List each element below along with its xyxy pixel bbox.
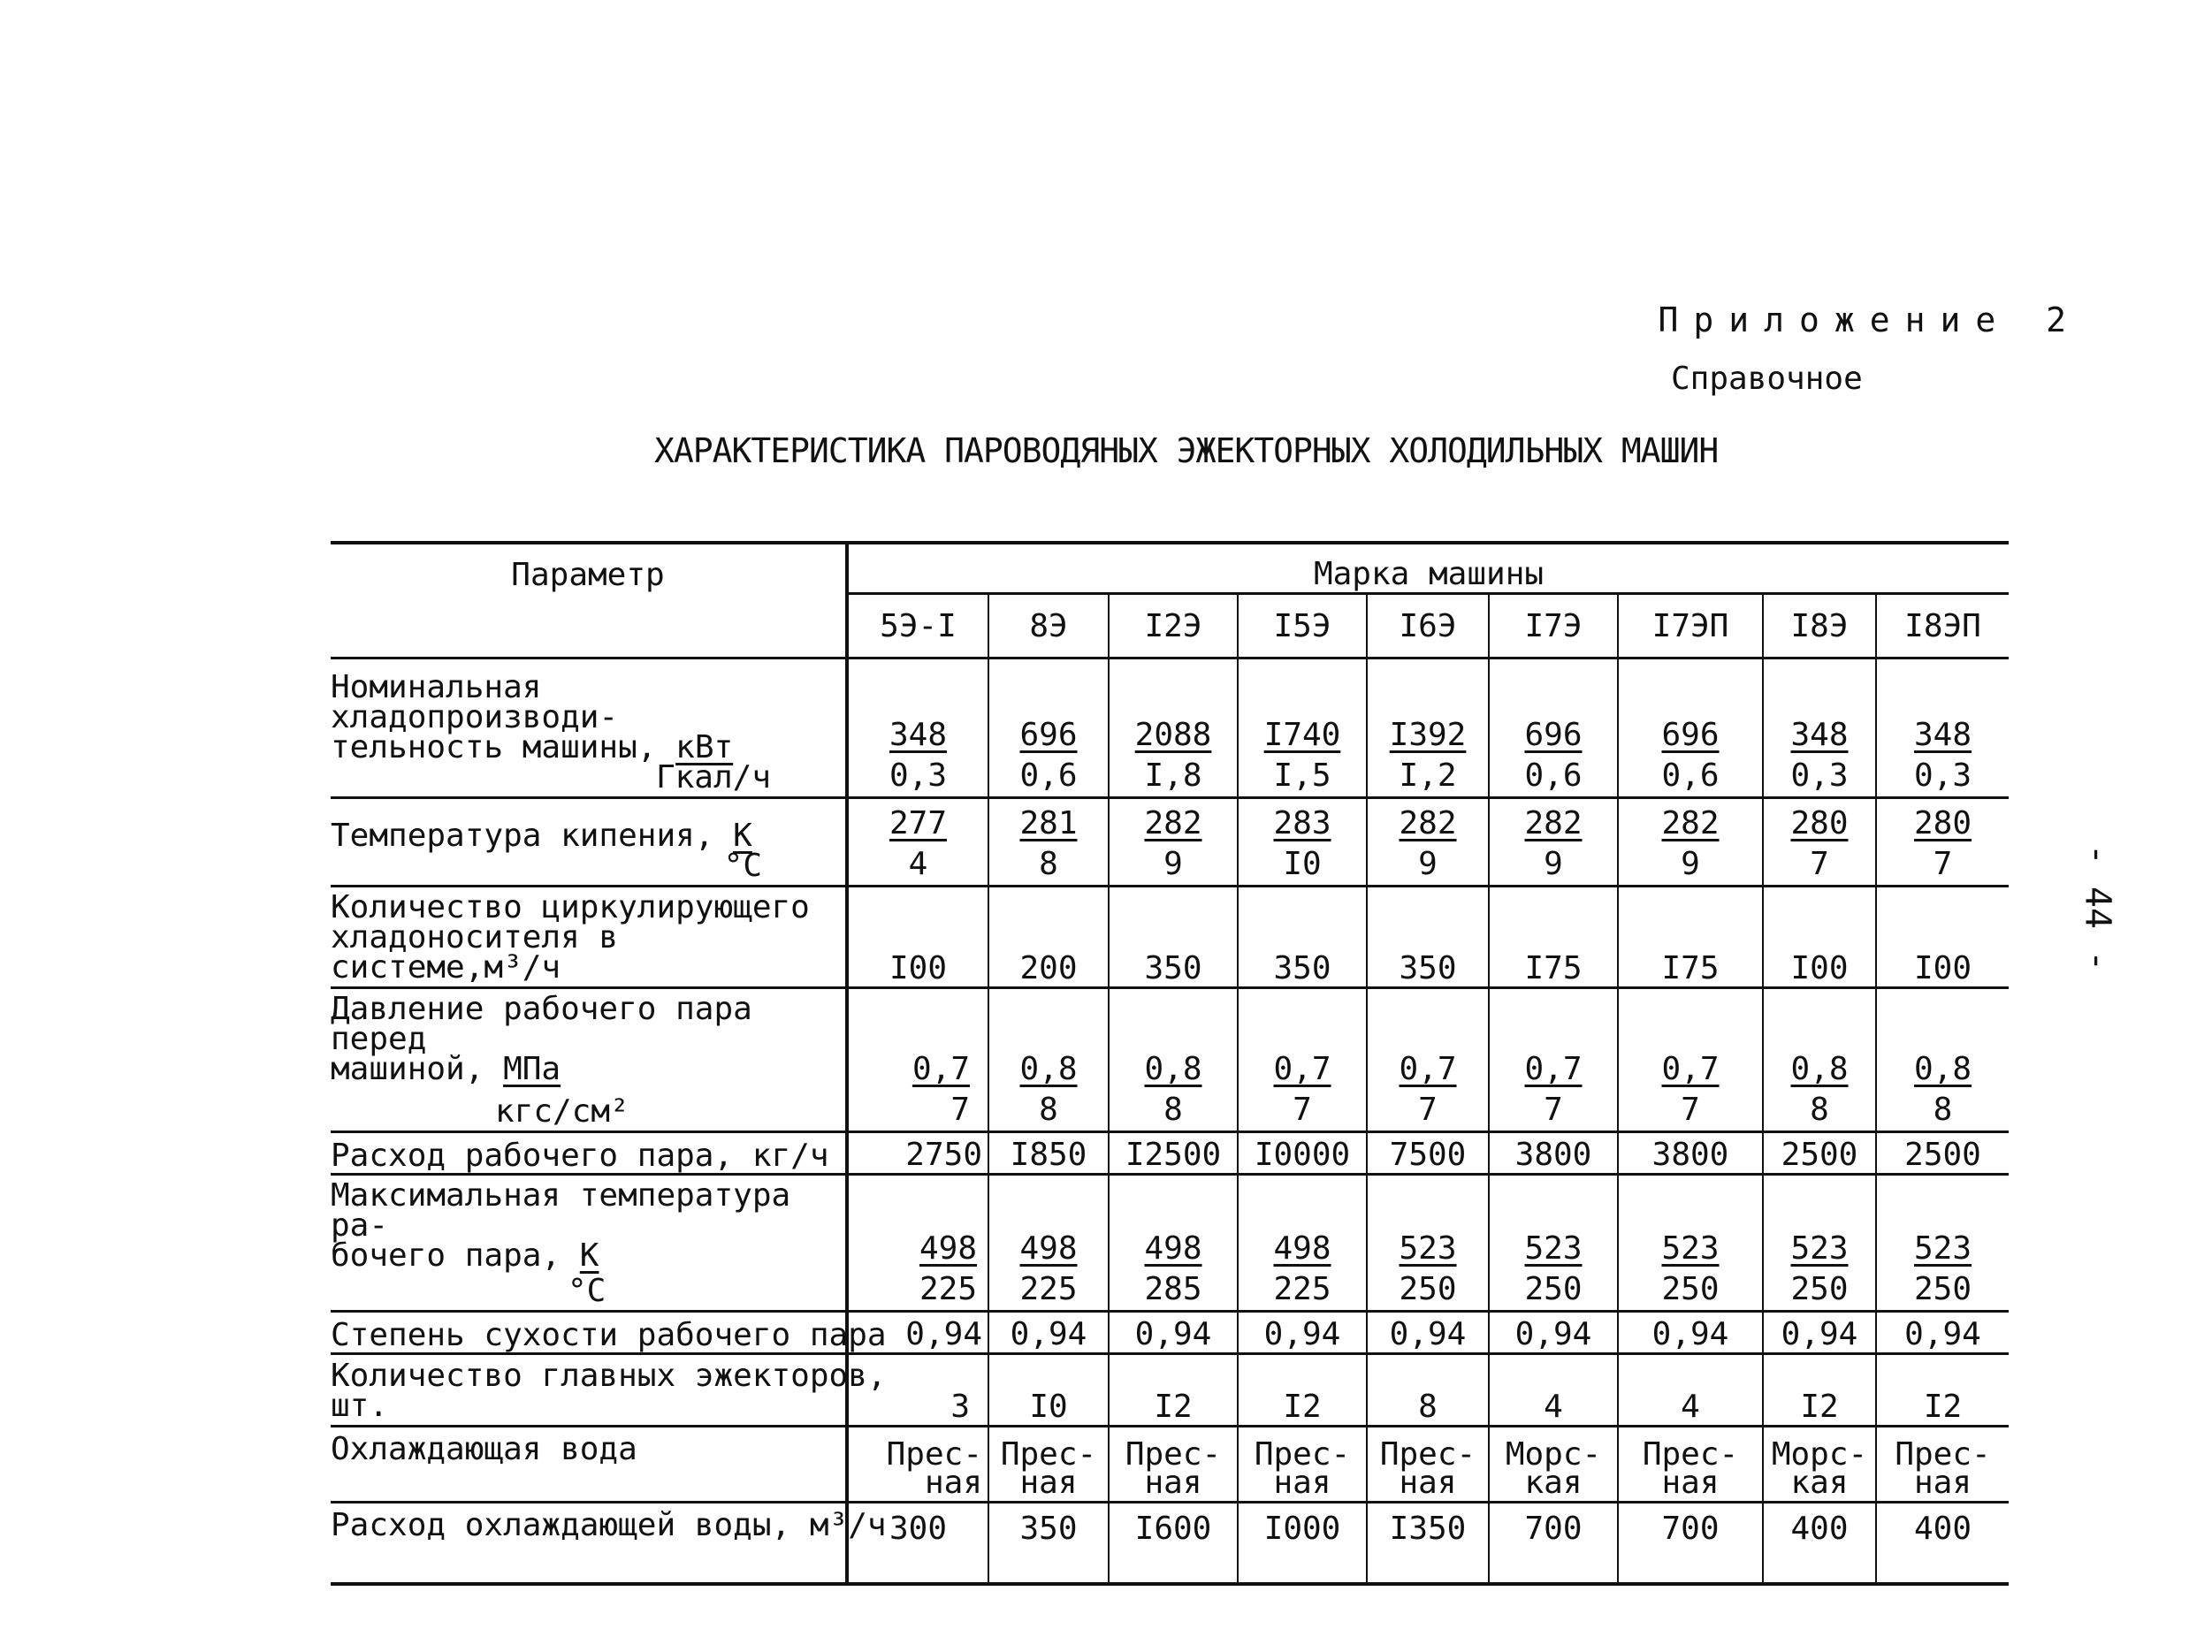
- table-cell: I00: [847, 887, 988, 988]
- table-cell: $\frac{280}{7}$: [1876, 798, 2009, 887]
- col-header: I7Э: [1489, 594, 1618, 659]
- table-cell: $\frac{498}{285}$: [1109, 1175, 1238, 1312]
- col-header: 5Э-I: [847, 594, 988, 659]
- table-cell: Прес- ная: [1876, 1427, 2009, 1503]
- table-cell: 2500: [1763, 1132, 1876, 1175]
- table-cell: 3800: [1489, 1132, 1618, 1175]
- table-row: [331, 1427, 2009, 1503]
- row-label: [331, 887, 847, 988]
- unit-denominator: °С: [568, 1273, 606, 1309]
- unit-numerator: МПа: [503, 1051, 561, 1087]
- table-cell: 0,94: [1763, 1312, 1876, 1354]
- table-cell: 700: [1489, 1503, 1618, 1584]
- table-cell: 350: [1109, 887, 1238, 988]
- table-cell: I600: [1109, 1503, 1238, 1584]
- table-cell: Прес- ная: [1238, 1427, 1367, 1503]
- table-cell: 0,94: [988, 1312, 1109, 1354]
- document-title: ХАРАКТЕРИСТИКА ПАРОВОДЯНЫХ ЭЖЕКТОРНЫХ ХОЛОДИЛЬНЫХ МАШИН: [654, 431, 1719, 470]
- unit-numerator: К: [733, 818, 752, 854]
- row-label: Охлаждающая вода: [331, 1427, 847, 1503]
- row-label: [331, 988, 847, 1132]
- table-cell: $\frac{523}{250}$: [1489, 1175, 1618, 1312]
- table-cell: I00: [1876, 887, 2009, 988]
- table-cell: $\frac{348}{0,3}$: [847, 659, 988, 798]
- table-row: [331, 1175, 2009, 1312]
- table-cell: 0,94: [1876, 1312, 2009, 1354]
- table-cell: $\frac{498}{225}$: [988, 1175, 1109, 1312]
- table-cell: $\frac{348}{0,3}$: [1763, 659, 1876, 798]
- table-cell: 3: [847, 1354, 988, 1427]
- table-cell: I2: [1238, 1354, 1367, 1427]
- table-cell: 350: [1238, 887, 1367, 988]
- table-cell: 700: [1618, 1503, 1763, 1584]
- table-cell: I75: [1489, 887, 1618, 988]
- table-cell: $\frac{0,7}{7}$: [847, 988, 988, 1132]
- table-cell: I350: [1367, 1503, 1489, 1584]
- label-line: хладоносителя в системе,м³/ч: [331, 919, 619, 986]
- table-cell: $\frac{523}{250}$: [1618, 1175, 1763, 1312]
- label-line: Максимальная температура ра-: [331, 1177, 791, 1244]
- appendix-label: Приложение 2: [1658, 301, 2081, 339]
- row-label: [331, 659, 847, 798]
- table-cell: 200: [988, 887, 1109, 988]
- page-number: - 44 -: [2077, 843, 2118, 972]
- table-cell: $\frac{523}{250}$: [1763, 1175, 1876, 1312]
- table-cell: $\frac{696}{0,6}$: [988, 659, 1109, 798]
- table-cell: $\frac{696}{0,6}$: [1489, 659, 1618, 798]
- label-line: Количество главных эжекторов,: [331, 1358, 887, 1394]
- unit-numerator: К: [579, 1237, 599, 1274]
- label-line: Давление рабочего пара перед: [331, 991, 752, 1057]
- col-header: I8ЭП: [1876, 594, 2009, 659]
- table-cell: 0,94: [1489, 1312, 1618, 1354]
- table-cell: Прес- ная: [1618, 1427, 1763, 1503]
- col-header: 8Э: [988, 594, 1109, 659]
- table-cell: 350: [988, 1503, 1109, 1584]
- table-cell: $\frac{0,8}{8}$: [1109, 988, 1238, 1132]
- table-cell: $\frac{277}{4}$: [847, 798, 988, 887]
- table-cell: $\frac{696}{0,6}$: [1618, 659, 1763, 798]
- table-cell: Морс- кая: [1763, 1427, 1876, 1503]
- label-line: машиной,: [331, 1051, 484, 1087]
- table-cell: 2750: [847, 1132, 988, 1175]
- table-row: [331, 1132, 2009, 1175]
- table-cell: $\frac{I740}{I,5}$: [1238, 659, 1367, 798]
- col-header: I7ЭП: [1618, 594, 1763, 659]
- table-cell: $\frac{281}{8}$: [988, 798, 1109, 887]
- table-cell: $\frac{0,7}{7}$: [1618, 988, 1763, 1132]
- table-cell: $\frac{280}{7}$: [1763, 798, 1876, 887]
- table-cell: 350: [1367, 887, 1489, 988]
- row-label: [331, 1354, 887, 1427]
- unit-numerator: кВт: [675, 729, 734, 765]
- table-cell: 300: [847, 1503, 988, 1584]
- table-cell: $\frac{348}{0,3}$: [1876, 659, 2009, 798]
- row-label: Степень сухости рабочего пара: [331, 1312, 847, 1354]
- table-row: [331, 1312, 2009, 1354]
- table-cell: 0,94: [1367, 1312, 1489, 1354]
- table-cell: I75: [1618, 887, 1763, 988]
- table-cell: $\frac{0,8}{8}$: [1763, 988, 1876, 1132]
- table-cell: I2: [1876, 1354, 2009, 1427]
- col-header: I2Э: [1109, 594, 1238, 659]
- row-label: Расход рабочего пара, кг/ч: [331, 1132, 847, 1175]
- table-cell: 7500: [1367, 1132, 1489, 1175]
- table-cell: Прес- ная: [1109, 1427, 1238, 1503]
- table-cell: I000: [1238, 1503, 1367, 1584]
- table-row: [331, 798, 2009, 887]
- table-cell: $\frac{0,7}{7}$: [1238, 988, 1367, 1132]
- table-cell: 0,94: [1238, 1312, 1367, 1354]
- label-line: тельность машины,: [331, 729, 657, 765]
- unit-denominator: °С: [723, 848, 762, 884]
- table-cell: I0: [988, 1354, 1109, 1427]
- row-label: Расход охлаждающей воды, м³/ч: [331, 1503, 847, 1584]
- table-cell: $\frac{523}{250}$: [1876, 1175, 2009, 1312]
- unit-denominator: кгс/см²: [495, 1093, 629, 1130]
- label-line: бочего пара,: [331, 1237, 561, 1274]
- table-cell: 400: [1763, 1503, 1876, 1584]
- label-line: Количество циркулирующего: [331, 889, 810, 925]
- table-cell: Прес- ная: [847, 1427, 988, 1503]
- col-header: I8Э: [1763, 594, 1876, 659]
- table-cell: $\frac{0,8}{8}$: [1876, 988, 2009, 1132]
- col-header: I5Э: [1238, 594, 1367, 659]
- table-header-row: [331, 543, 2009, 594]
- table-cell: 400: [1913, 1511, 1972, 1547]
- machine-brand-header: Марка машины: [847, 543, 2009, 594]
- table-cell: I2500: [1109, 1132, 1238, 1175]
- table-row: [331, 1503, 2009, 1584]
- table-cell: I850: [988, 1132, 1109, 1175]
- table-cell: $\frac{282}{9}$: [1489, 798, 1618, 887]
- table-cell: $\frac{0,8}{8}$: [988, 988, 1109, 1132]
- table-cell: 8: [1367, 1354, 1489, 1427]
- table-cell: 4: [1489, 1354, 1618, 1427]
- col-header: I6Э: [1367, 594, 1489, 659]
- reference-label: Справочное: [1671, 361, 1863, 397]
- table-cell: $\frac{523}{250}$: [1367, 1175, 1489, 1312]
- row-label: [331, 1175, 847, 1312]
- table-row: [331, 659, 2009, 798]
- table-cell: Прес- ная: [1367, 1427, 1489, 1503]
- table-cell: $\frac{283}{I0}$: [1238, 798, 1367, 887]
- label-line: Температура кипения,: [331, 818, 714, 854]
- table-row: [331, 887, 2009, 988]
- table-cell: $\frac{0,7}{7}$: [1367, 988, 1489, 1132]
- table-cell: I2: [1109, 1354, 1238, 1427]
- table-cell: $\frac{282}{9}$: [1367, 798, 1489, 887]
- table-cell: 3800: [1618, 1132, 1763, 1175]
- table-row: [331, 1354, 2009, 1427]
- table-cell: I00: [1763, 887, 1876, 988]
- table-cell: 0,94: [847, 1312, 988, 1354]
- unit-denominator: Гкал/ч: [655, 759, 771, 796]
- param-header: Параметр: [331, 543, 847, 659]
- table-cell: $\frac{282}{9}$: [1618, 798, 1763, 887]
- table-cell: 4: [1618, 1354, 1763, 1427]
- table-cell: 2500: [1876, 1132, 2009, 1175]
- label-line: шт.: [331, 1388, 389, 1424]
- table-cell: I2: [1763, 1354, 1876, 1427]
- table-row: [331, 988, 2009, 1132]
- label-line: Номинальная хладопроизводи-: [331, 669, 619, 735]
- table-cell: $\frac{2088}{I,8}$: [1109, 659, 1238, 798]
- table-cell: $\frac{498}{225}$: [1238, 1175, 1367, 1312]
- table-cell: $\frac{0,7}{7}$: [1489, 988, 1618, 1132]
- table-cell: 0,94: [1109, 1312, 1238, 1354]
- row-label: [331, 798, 847, 887]
- table-cell: $\frac{282}{9}$: [1109, 798, 1238, 887]
- table-cell: I0000: [1238, 1132, 1367, 1175]
- table-cell: $\frac{498}{225}$: [847, 1175, 988, 1312]
- machines-table: [331, 541, 2009, 1586]
- table-cell: 0,94: [1618, 1312, 1763, 1354]
- table-cell: Морс- кая: [1489, 1427, 1618, 1503]
- table-cell: $\frac{I392}{I,2}$: [1367, 659, 1489, 798]
- table-cell: Прес- ная: [988, 1427, 1109, 1503]
